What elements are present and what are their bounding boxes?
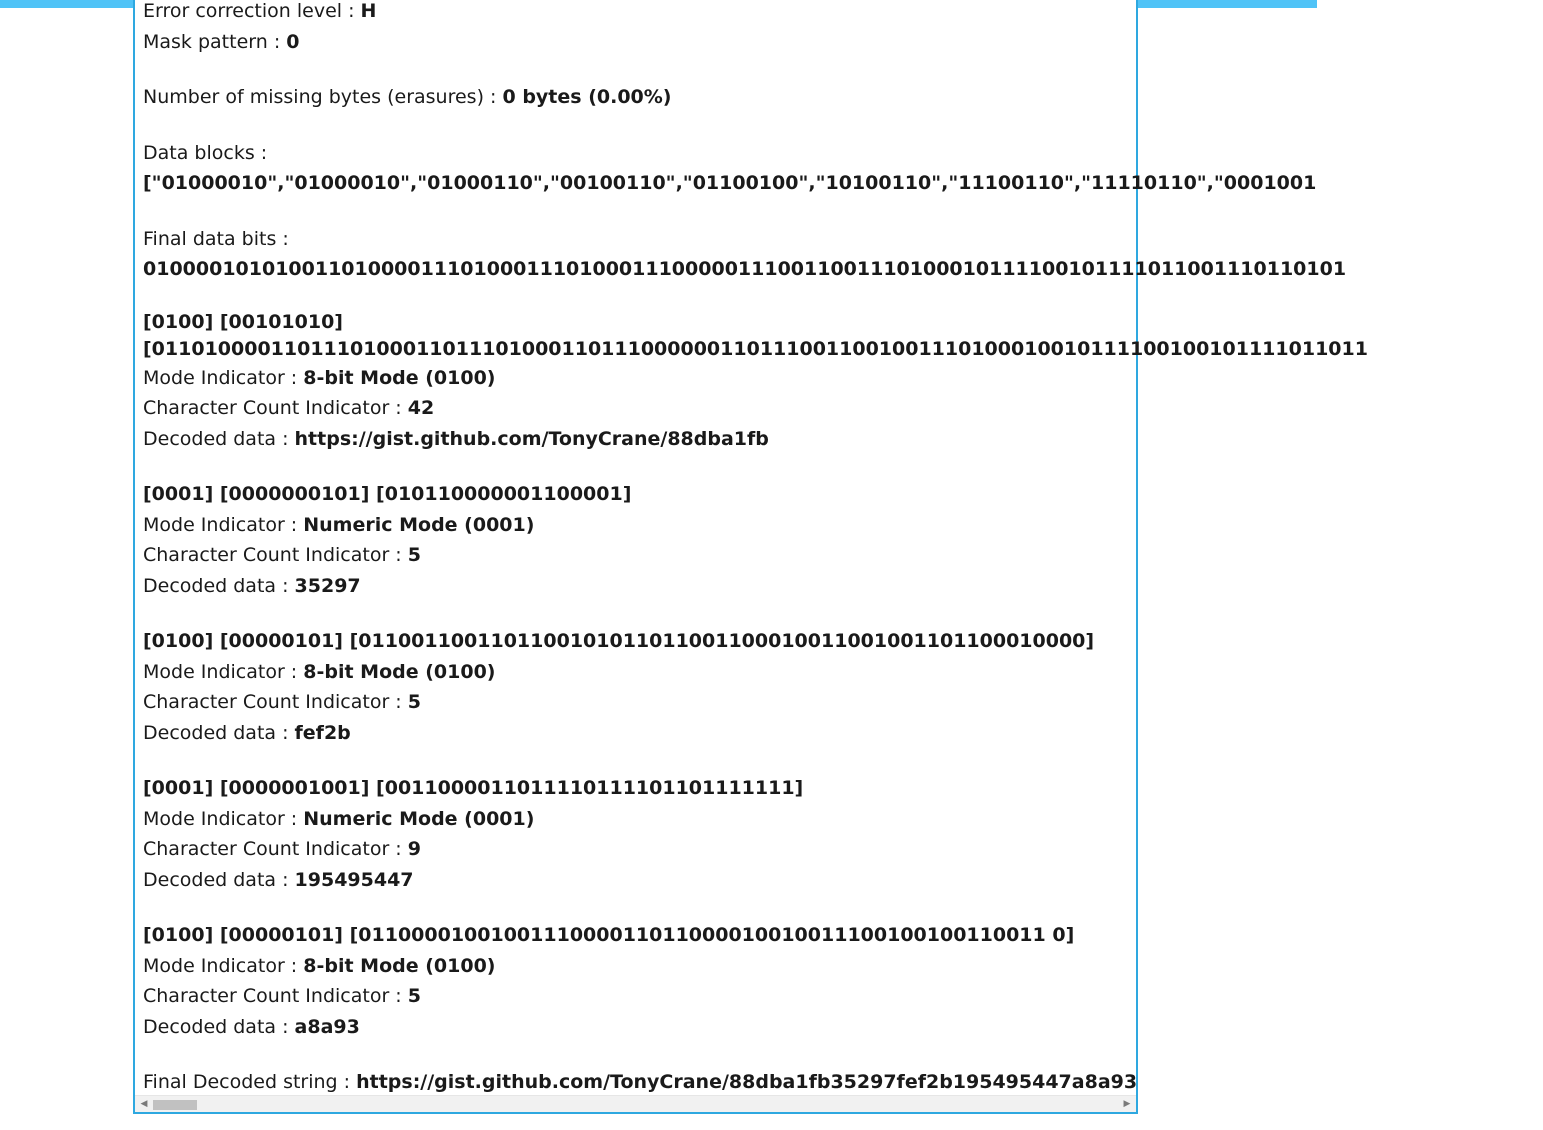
ecl-row bbox=[143, 0, 1543, 27]
blocks-label: Data blocks : bbox=[143, 141, 268, 164]
decoded-value: 35297 bbox=[294, 574, 361, 597]
mode-label: Mode Indicator : bbox=[143, 366, 304, 389]
count-row bbox=[143, 834, 1543, 865]
decoded-value: 195495447 bbox=[294, 868, 414, 891]
count-label: Character Count Indicator : bbox=[143, 544, 408, 566]
decoded-row bbox=[143, 571, 1543, 602]
bits-value: 0100001010100110100001110100011101000111000001110011001110100010111100101111011001110110101 bbox=[143, 258, 1347, 280]
mode-row bbox=[143, 657, 1543, 688]
scroll-right-arrow-icon[interactable]: ▶ bbox=[1123, 1099, 1131, 1109]
blocks-value: ["01000010","01000010","01000110","00100110","01100100","10100110","11100110","11110110","0001001 bbox=[143, 172, 1317, 194]
mode-value: 8-bit Mode (0100) bbox=[303, 660, 496, 683]
segment-bits: [0001] [0000000101] [010110000001100001] bbox=[143, 483, 632, 505]
count-value: 5 bbox=[407, 544, 421, 566]
count-row bbox=[143, 540, 1543, 571]
count-value: 5 bbox=[407, 985, 421, 1007]
count-row bbox=[143, 687, 1543, 718]
decoded-label: Decoded data : bbox=[143, 721, 295, 744]
count-row bbox=[143, 981, 1543, 1012]
ecl-value: H bbox=[360, 0, 377, 22]
segment bbox=[143, 479, 1543, 601]
mode-label: Mode Indicator : bbox=[143, 954, 304, 977]
segment-bits: [0100] [00000101] [0110011001101100101011011001100010011001001101100010000] bbox=[143, 630, 1095, 652]
count-value: 5 bbox=[407, 691, 421, 713]
count-label: Character Count Indicator : bbox=[143, 838, 408, 860]
decoded-row bbox=[143, 718, 1543, 749]
mask-value: 0 bbox=[286, 30, 300, 53]
mask-label: Mask pattern : bbox=[143, 30, 287, 53]
decoded-label: Decoded data : bbox=[143, 574, 295, 597]
decoded-label: Decoded data : bbox=[143, 1015, 295, 1038]
mode-value: Numeric Mode (0001) bbox=[303, 513, 535, 536]
segment-bits: [0100] [00101010] bbox=[143, 310, 343, 333]
missing-value: 0 bytes (0.00%) bbox=[502, 86, 672, 108]
final-value: https://gist.github.com/TonyCrane/88dba1fb35297fef2b195495447a8a93 bbox=[356, 1071, 1138, 1093]
segment bbox=[143, 626, 1543, 748]
result-panel bbox=[133, 0, 1368, 1114]
decoded-label: Decoded data : bbox=[143, 868, 295, 891]
segment bbox=[143, 773, 1543, 895]
decoded-value: https://gist.github.com/TonyCrane/88dba1fb bbox=[294, 427, 769, 450]
count-row bbox=[143, 393, 1543, 424]
segment-bits-cont: [01101000011011101000110111010001101110000001101110011001001110100010010111100100101111011011 bbox=[143, 337, 1368, 360]
scrollbar-thumb[interactable] bbox=[153, 1100, 197, 1110]
count-value: 9 bbox=[407, 838, 421, 860]
segment-bits: [0001] [0000001001] [0011000011011110111101101111111] bbox=[143, 777, 804, 799]
segment bbox=[143, 920, 1543, 1042]
segment bbox=[143, 310, 1543, 455]
missing-label: Number of missing bytes (erasures) : bbox=[143, 86, 503, 108]
ecl-label: Error correction level : bbox=[143, 0, 361, 22]
mode-label: Mode Indicator : bbox=[143, 660, 304, 683]
decoded-row bbox=[143, 424, 1543, 455]
result-content bbox=[143, 0, 1543, 1098]
mode-value: Numeric Mode (0001) bbox=[303, 807, 535, 830]
mode-row bbox=[143, 363, 1543, 394]
missing-row bbox=[143, 82, 1543, 113]
mode-label: Mode Indicator : bbox=[143, 807, 304, 830]
mode-value: 8-bit Mode (0100) bbox=[303, 954, 496, 977]
decoded-row bbox=[143, 1012, 1543, 1043]
mode-value: 8-bit Mode (0100) bbox=[303, 366, 496, 389]
decoded-value: fef2b bbox=[294, 721, 351, 744]
count-label: Character Count Indicator : bbox=[143, 691, 408, 713]
decoded-row bbox=[143, 865, 1543, 896]
scroll-left-arrow-icon[interactable]: ◀ bbox=[140, 1099, 148, 1109]
count-value: 42 bbox=[407, 397, 435, 419]
bits-label: Final data bits : bbox=[143, 227, 289, 250]
mode-row bbox=[143, 951, 1543, 982]
horizontal-scrollbar[interactable] bbox=[135, 1095, 1136, 1112]
mode-row bbox=[143, 804, 1543, 835]
segment-bits: [0100] [00000101] [0110000100100111000011011000010010011100100100110011 0] bbox=[143, 924, 1075, 946]
mode-label: Mode Indicator : bbox=[143, 513, 304, 536]
count-label: Character Count Indicator : bbox=[143, 397, 408, 419]
decoded-label: Decoded data : bbox=[143, 427, 295, 450]
count-label: Character Count Indicator : bbox=[143, 985, 408, 1007]
final-row bbox=[143, 1067, 1543, 1098]
decoded-value: a8a93 bbox=[294, 1015, 360, 1038]
mask-row bbox=[143, 27, 1543, 58]
final-label: Final Decoded string : bbox=[143, 1071, 357, 1093]
mode-row bbox=[143, 510, 1543, 541]
